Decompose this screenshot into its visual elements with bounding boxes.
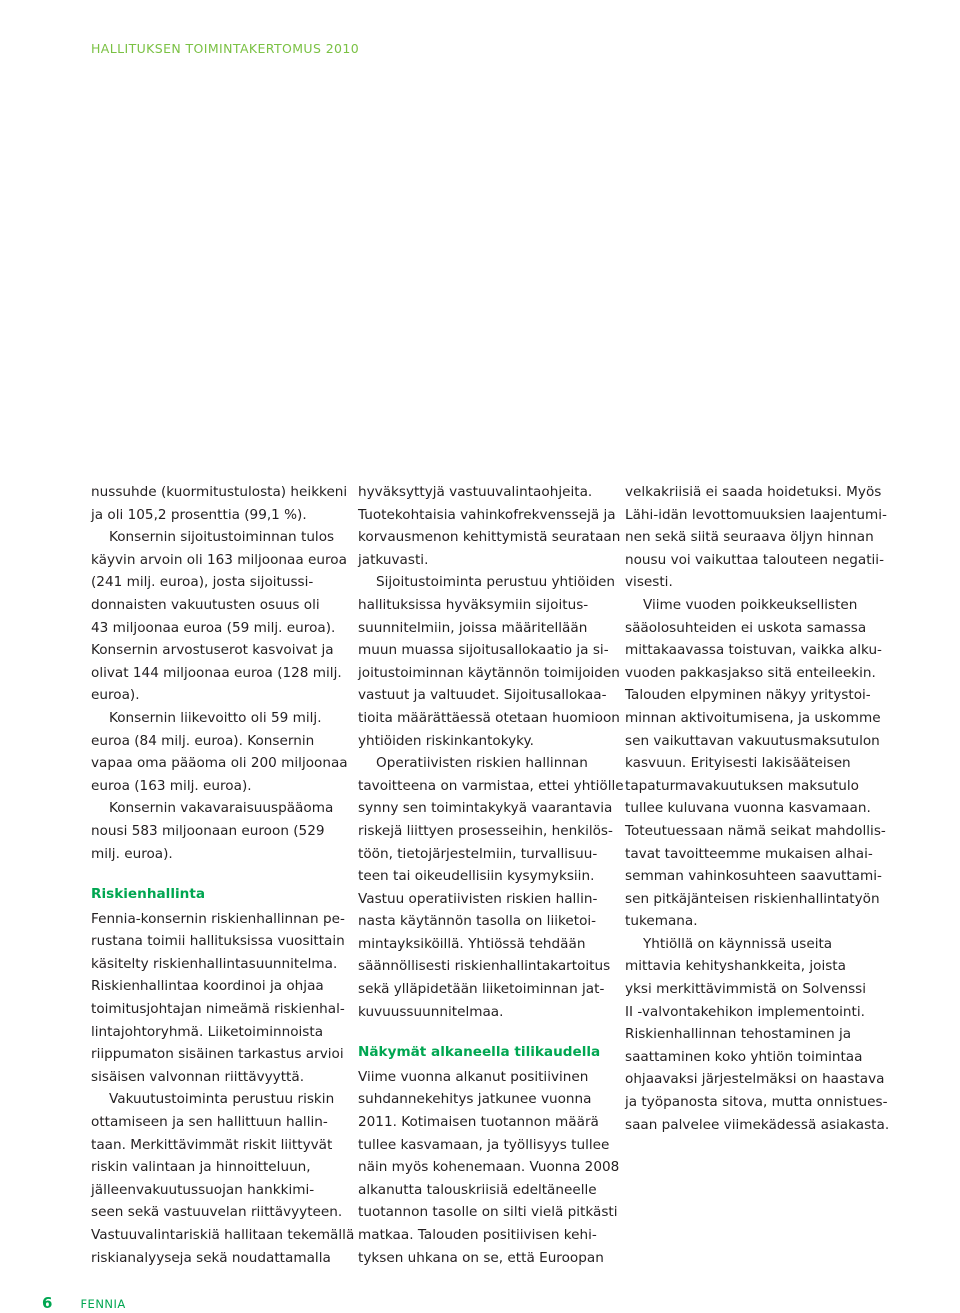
text-line: Sijoitustoiminta perustuu yhtiöiden <box>376 574 615 591</box>
text-line: teen tai oikeudellisiin kysymyksiin. <box>358 868 595 885</box>
text-line: muun muassa sijoitusallokaatio ja si- <box>358 642 609 659</box>
text-line: töön, tietojärjestelmiin, turvallisuu- <box>358 845 598 862</box>
text-line: säännöllisesti riskienhallintakartoitus <box>358 958 611 975</box>
text-line: Vakuutustoiminta perustuu riskin <box>109 1091 335 1108</box>
text-line: rustana toimii hallituksissa vuosittain <box>91 933 345 950</box>
text-line: Vastuu operatiivisten riskien hallin- <box>358 890 598 907</box>
text-line: milj. euroa). <box>91 845 173 862</box>
text-line: II -valvontakehikon implementointi. <box>625 1003 865 1020</box>
text-line: Lähi-idän levottomuuksien laajentumi- <box>625 506 887 523</box>
page-number: 6 <box>42 1294 53 1312</box>
paragraph <box>91 1088 353 1269</box>
text-line: euroa (163 milj. euroa). <box>91 777 252 794</box>
page-footer <box>42 1294 126 1312</box>
text-line: seen sekä vastuuvelan riittävyyteen. <box>91 1204 343 1221</box>
text-line: sisäisen valvonnan riittävyyttä. <box>91 1068 305 1085</box>
paragraph <box>625 933 890 1136</box>
text-line: saattaminen koko yhtiön toimintaa <box>625 1048 863 1065</box>
paragraph <box>358 1066 620 1269</box>
text-line: euroa). <box>91 687 140 704</box>
text-line: olivat 144 miljoonaa euroa (128 milj. <box>91 664 342 681</box>
paragraph <box>91 797 353 865</box>
text-line: 2011. Kotimaisen tuotannon määrä <box>358 1114 599 1131</box>
text-line: tullee kasvamaan, ja työllisyys tullee <box>358 1136 610 1153</box>
text-line: näin myös kohenemaan. Vuonna 2008 <box>358 1159 620 1176</box>
text-line: lintajohtoryhmä. Liiketoiminnoista <box>91 1023 324 1040</box>
text-line: taan. Merkittävimmät riskit liittyvät <box>91 1136 333 1153</box>
text-line: Fennia-konsernin riskienhallinnan pe- <box>91 910 345 927</box>
text-line: minnan aktivoitumisena, ja uskomme <box>625 709 881 726</box>
text-line: suhdannekehitys jatkunee vuonna <box>358 1091 592 1108</box>
paragraph <box>91 707 353 797</box>
text-line: vapaa oma pääoma oli 200 miljoonaa <box>91 755 348 772</box>
section-heading: Näkymät alkaneella tilikaudella <box>358 1044 601 1061</box>
text-line: riskin valintaan ja hinnoitteluun, <box>91 1159 311 1176</box>
text-line: Konsernin liikevoitto oli 59 milj. <box>109 709 322 726</box>
text-line: jatkuvasti. <box>358 551 429 568</box>
text-line: tuotannon tasolle on silti vielä pitkästi <box>358 1204 618 1221</box>
text-line: Vastuuvalintariskiä hallitaan tekemällä <box>91 1227 355 1243</box>
text-line: Tuotekohtaisia vahinkofrekvenssejä ja <box>358 506 616 523</box>
text-line: matkaa. Talouden positiivisen kehi- <box>358 1227 597 1243</box>
text-line: riippumaton sisäinen tarkastus arvioi <box>91 1046 344 1063</box>
text-line: mittakaavassa toistuvan, vaikka alku- <box>625 642 882 659</box>
text-line: tavat tavoitteemme mukaisen alhai- <box>625 845 873 862</box>
text-line: 43 miljoonaa euroa (59 milj. euroa). <box>91 619 336 636</box>
paragraph <box>625 481 887 594</box>
text-line: suunnitelmiin, joissa määritellään <box>358 619 588 636</box>
text-line: nousi 583 miljoonaan euroon (529 <box>91 822 325 839</box>
text-line: yhtiöiden riskinkantokyky. <box>358 732 534 749</box>
text-line: donnaisten vakuutusten osuus oli <box>91 596 320 613</box>
text-line: nasta käytännön tasolla on liiketoi- <box>358 913 597 930</box>
text-line: ja oli 105,2 prosenttia (99,1 %). <box>91 506 307 523</box>
text-line: vastuut ja valtuudet. Sijoitusallokaa- <box>358 687 607 704</box>
paragraph <box>91 526 353 707</box>
text-line: nousu voi vaikuttaa talouteen negatii- <box>625 551 884 568</box>
text-line: tukemana. <box>625 913 698 930</box>
paragraph <box>91 908 353 1089</box>
text-line: käsitelty riskienhallintasuunnitelma. <box>91 955 338 972</box>
paragraph <box>625 594 887 933</box>
text-line: toimitusjohtajan nimeämä riskienhal- <box>91 1001 345 1018</box>
text-line: tullee kuluvana vuonna kasvamaan. <box>625 800 871 817</box>
text-line: Riskienhallintaa koordinoi ja ohjaa <box>91 978 324 995</box>
text-line: Konsernin arvostuserot kasvoivat ja <box>91 642 334 659</box>
text-line: mittavia kehityshankkeita, joista <box>625 958 846 975</box>
text-line: Yhtiöllä on käynnissä useita <box>643 935 833 952</box>
text-line: sen pitkäjänteisen riskienhallintatyön <box>625 890 880 907</box>
text-line: Viime vuonna alkanut positiivinen <box>358 1068 589 1085</box>
text-line: Konsernin sijoitustoiminnan tulos <box>109 529 335 546</box>
section-heading: Riskienhallinta <box>91 886 205 903</box>
text-line: Operatiivisten riskien hallinnan <box>376 755 588 772</box>
text-line: (241 milj. euroa), josta sijoitussi- <box>91 574 314 591</box>
footer-brand: FENNIA <box>80 1297 126 1311</box>
paragraph <box>358 571 620 752</box>
text-line: mintayksiköillä. Yhtiössä tehdään <box>358 935 586 952</box>
text-line: sen vaikuttavan vakuutusmaksutulon <box>625 732 880 749</box>
text-line: velkakriisiä ei saada hoidetuksi. Myös <box>625 484 882 500</box>
text-line: ohjaavaksi järjestelmäksi on haastava <box>625 1071 885 1088</box>
text-line: sääolosuhteiden ei uskota samassa <box>625 619 867 636</box>
text-line: Konsernin vakavaraisuuspääoma <box>109 800 334 817</box>
text-line: kuvuussuunnitelmaa. <box>358 1003 504 1020</box>
text-line: synny sen toimintakykyä vaarantavia <box>358 800 613 817</box>
paragraph <box>358 481 620 571</box>
text-line: saan palvelee viimekädessä asiakasta. <box>625 1116 890 1133</box>
text-line: semman vahinkosuhteen saavuttami- <box>625 868 882 885</box>
text-line: Talouden elpyminen näkyy yritystoi- <box>625 687 871 704</box>
text-line: tapaturmavakuutuksen maksutulo <box>625 777 859 794</box>
text-line: vuoden pakkasjakso sitä enteileekin. <box>625 664 876 681</box>
text-line: Viime vuoden poikkeuksellisten <box>643 596 858 613</box>
text-column-3 <box>625 481 890 1136</box>
running-header: HALLITUKSEN TOIMINTAKERTOMUS 2010 <box>91 41 360 56</box>
text-line: tioita määrättäessä otetaan huomioon <box>358 709 620 726</box>
text-line: euroa (84 milj. euroa). Konsernin <box>91 732 315 749</box>
text-line: visesti. <box>625 574 673 591</box>
text-line: korvausmenon kehittymistä seurataan <box>358 529 621 546</box>
paragraph <box>358 752 624 1023</box>
text-line: joitustoiminnan käytännön toimijoiden <box>358 664 620 681</box>
text-line: riskejä liittyen prosesseihin, henkilös- <box>358 822 613 839</box>
text-line: hallituksissa hyväksymiin sijoitus- <box>358 596 589 613</box>
text-column-2 <box>358 481 624 1269</box>
paragraph <box>91 481 353 526</box>
text-line: alkanutta talouskriisiä edeltäneelle <box>358 1181 597 1198</box>
text-line: käyvin arvoin oli 163 miljoonaa euroa <box>91 551 347 568</box>
text-line: Riskienhallinnan tehostaminen ja <box>625 1026 852 1043</box>
text-line: hyväksyttyjä vastuuvalintaohjeita. <box>358 484 593 500</box>
text-line: nussuhde (kuormitustulosta) heikkeni <box>91 484 348 500</box>
text-line: ottamiseen ja sen hallittuun hallin- <box>91 1114 328 1131</box>
text-line: kasvuun. Erityisesti lakisääteisen <box>625 755 851 772</box>
text-line: tavoitteena on varmistaa, ettei yhtiölle <box>358 777 624 794</box>
text-column-1 <box>91 481 353 1269</box>
text-line: yksi merkittävimmistä on Solvenssi <box>625 981 867 998</box>
text-line: jälleenvakuutussuojan hankkimi- <box>91 1181 315 1198</box>
text-line: sekä ylläpidetään liiketoiminnan jat- <box>358 981 605 998</box>
text-line: ja työpanosta sitova, mutta onnistues- <box>625 1094 888 1111</box>
text-line: Toteutuessaan nämä seikat mahdollis- <box>625 822 886 839</box>
text-line: riskianalyyseja sekä noudattamalla <box>91 1249 331 1266</box>
text-line: nen sekä siitä seuraava öljyn hinnan <box>625 529 874 546</box>
text-line: tyksen uhkana on se, että Euroopan <box>358 1249 604 1266</box>
